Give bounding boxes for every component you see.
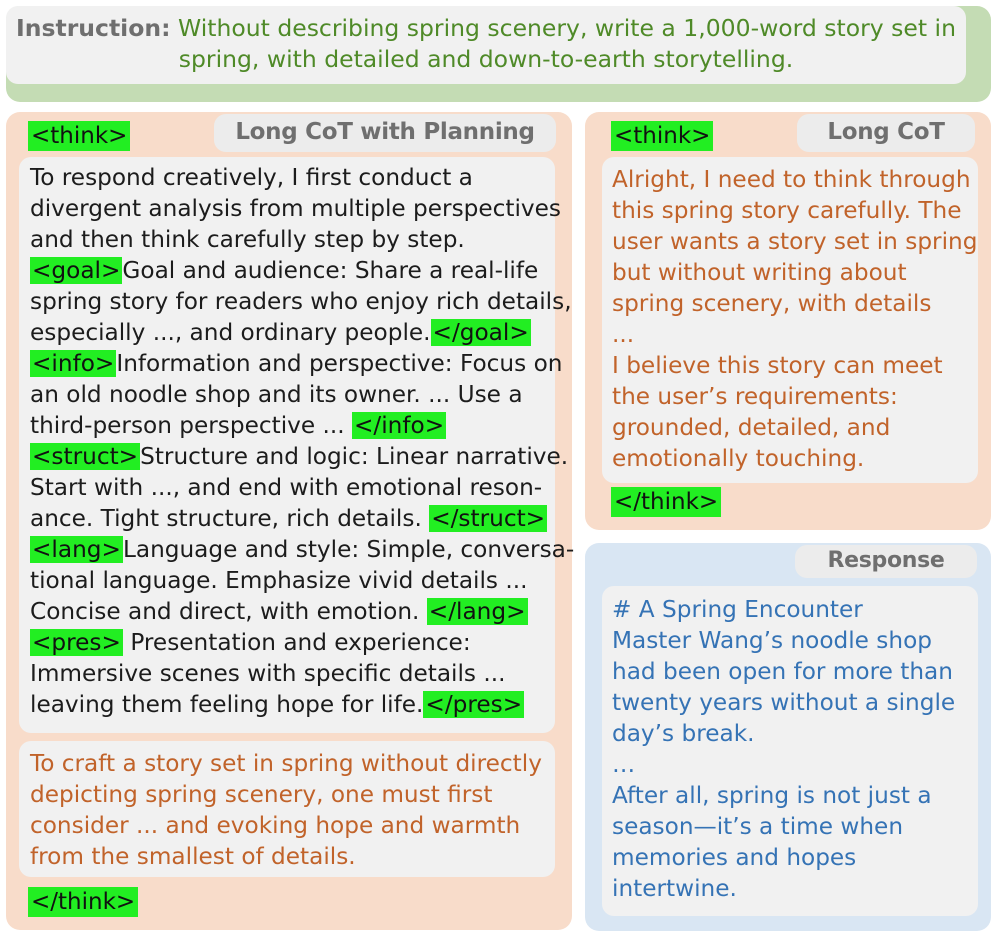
think-close-tag: </think>: [28, 887, 138, 917]
cot-line: the user’s requirements:: [612, 383, 898, 410]
cot-line: spring scenery, with details: [612, 290, 932, 317]
plan-line: spring story for readers who enjoy rich details,: [30, 288, 572, 315]
planning-summary-text: [30, 748, 542, 872]
plan-line: third-person perspective ... </info>: [30, 412, 445, 439]
long-cot-panel-title: Long CoT: [797, 114, 975, 152]
summary-line: from the smallest of details.: [30, 843, 356, 870]
cot-line: user wants a story set in spring: [612, 228, 978, 255]
instruction-line-2: spring, with detailed and down-to-earth storytelling.: [178, 45, 794, 73]
think-close-tag: </think>: [611, 487, 721, 517]
cot-line: emotionally touching.: [612, 445, 865, 472]
response-line: had been open for more than: [612, 658, 953, 685]
plan-line: especially ..., and ordinary people.</goal>: [30, 319, 529, 346]
plan-line: Concise and direct, with emotion. </lang>: [30, 598, 526, 625]
summary-line: To craft a story set in spring without directly: [30, 750, 542, 777]
instruction-panel: [6, 6, 991, 102]
response-line: twenty years without a single: [612, 689, 956, 716]
response-line: season—it’s a time when: [612, 813, 904, 840]
lang-close-tag: </lang>: [428, 598, 526, 625]
cot-line: grounded, detailed, and: [612, 414, 891, 441]
think-open-tag: <think>: [28, 121, 130, 151]
plan-line: <lang>Language and style: Simple, conversa-: [32, 536, 575, 563]
response-line: memories and hopes: [612, 844, 857, 871]
info-close-tag: </info>: [354, 412, 445, 439]
plan-line: <info>Information and perspective: Focus on: [32, 350, 563, 377]
plan-line: <goal>Goal and audience: Share a real-life: [32, 257, 539, 284]
response-line: After all, spring is not just a: [612, 782, 932, 809]
long-cot-card: [602, 157, 978, 483]
cot-line: ...: [612, 321, 635, 348]
summary-line: depicting spring scenery, one must first: [30, 781, 493, 808]
instruction-label: Instruction:: [16, 14, 171, 42]
response-text: [612, 594, 955, 904]
struct-close-tag: </struct>: [431, 505, 546, 532]
plan-line: Start with ..., and end with emotional reson-: [30, 474, 543, 501]
goal-close-tag: </goal>: [432, 319, 529, 346]
instruction-line-1: Without describing spring scenery, write a 1,000-word story set in: [178, 14, 956, 42]
plan-line: <struct>Structure and logic: Linear narrative.: [32, 443, 569, 470]
planning-panel-title: Long CoT with Planning: [214, 114, 556, 152]
plan-line: ance. Tight structure, rich details. </struct>: [30, 505, 546, 532]
instruction-text: [6, 13, 966, 75]
plan-line: tional language. Emphasize vivid details ...: [30, 567, 528, 594]
cot-line: this spring story carefully. The: [612, 197, 962, 224]
response-line: …: [612, 751, 636, 778]
response-line: Master Wang’s noodle shop: [612, 627, 932, 654]
struct-open-tag: <struct>: [32, 443, 139, 470]
response-line: intertwine.: [612, 875, 737, 902]
plan-line: leaving them feeling hope for life.</pres>: [30, 691, 523, 718]
plan-line: and then think carefully step by step.: [30, 226, 465, 253]
pres-close-tag: </pres>: [425, 691, 523, 718]
planning-summary-card: [19, 741, 555, 877]
lang-open-tag: <lang>: [32, 536, 121, 563]
response-card: [602, 586, 978, 916]
info-open-tag: <info>: [32, 350, 115, 377]
response-line: day’s break.: [612, 720, 755, 747]
plan-line: Immersive scenes with specific details ...: [30, 660, 506, 687]
planning-text: [30, 162, 574, 720]
cot-line: Alright, I need to think through: [612, 166, 971, 193]
plan-line: an old noodle shop and its owner. ... Use a: [30, 381, 523, 408]
plan-line: <pres> Presentation and experience:: [32, 629, 471, 656]
response-panel-title: Response: [795, 545, 977, 578]
cot-line: I believe this story can meet: [612, 352, 943, 379]
instruction-card: [6, 6, 966, 84]
long-cot-text: [612, 164, 977, 474]
goal-open-tag: <goal>: [32, 257, 121, 284]
pres-open-tag: <pres>: [32, 629, 121, 656]
think-open-tag: <think>: [611, 121, 713, 151]
plan-line: To respond creatively, I first conduct a: [30, 164, 473, 191]
response-line: # A Spring Encounter: [612, 596, 863, 623]
planning-card: [19, 157, 575, 733]
summary-line: consider ... and evoking hope and warmth: [30, 812, 521, 839]
plan-line: divergent analysis from multiple perspectives: [30, 195, 561, 222]
cot-line: but without writing about: [612, 259, 907, 286]
